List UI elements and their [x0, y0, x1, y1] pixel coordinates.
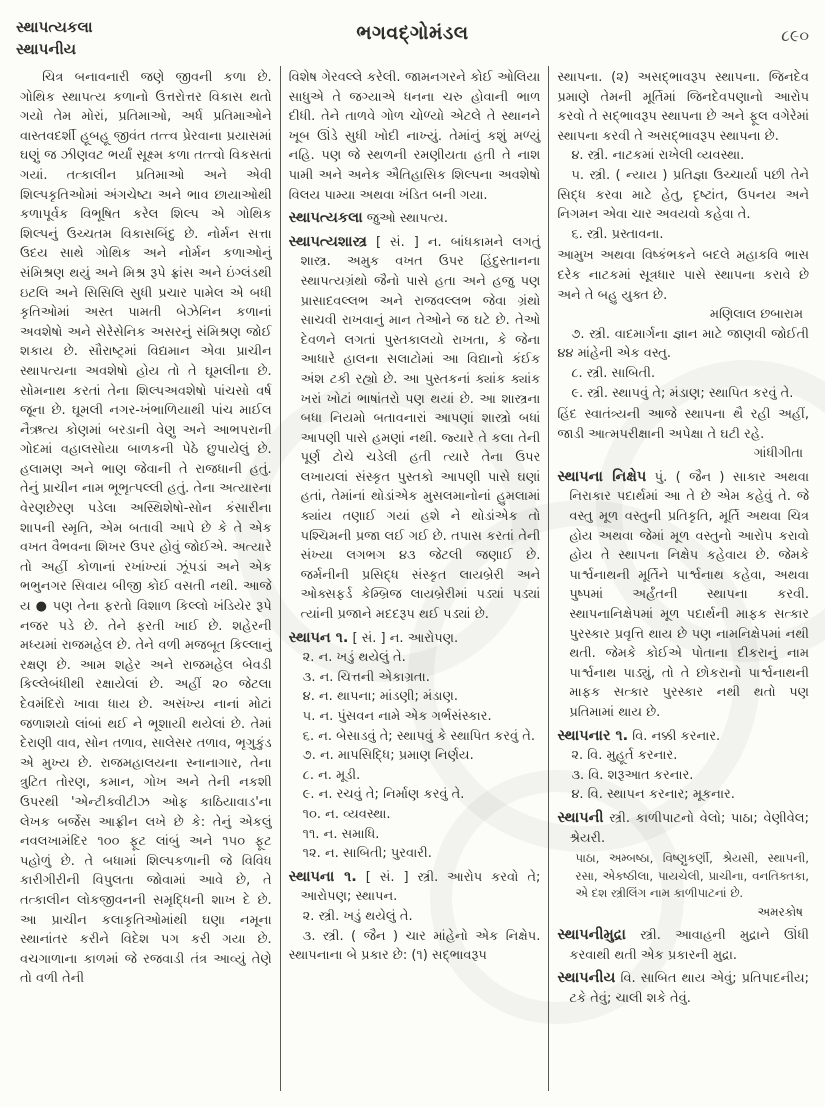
entry-headword: સ્થાપના ૧.	[288, 868, 357, 885]
entry-headword: સ્થાપના નિક્ષેપ	[557, 468, 647, 485]
entry-body: સ્ત્રી. આવાહની મુદ્રાને ઊંધી કરવાથી થતી એક પ્રકારની મુદ્રા.	[569, 928, 810, 963]
entry-body: વિ. સાબિત થાય એવું; પ્રતિપાદનીય; ટકે તેવું; ચાલી શકે તેવું.	[569, 971, 809, 1007]
runhead-first-word: સ્થાપત્યકલા	[16, 18, 93, 36]
entry-headword: સ્થાપનાર ૧.	[557, 727, 629, 744]
page-header	[0, 0, 825, 66]
column-left	[12, 66, 280, 1091]
sense-line: ૪. વિ. સ્થાપન કરનાર; મૂકનાર.	[571, 787, 735, 803]
entry-headword: સ્થાપત્યશાસ્ત્ર	[288, 233, 367, 250]
citation-author: મણિલાલ છબારામ	[709, 307, 804, 323]
middle-continuation-paragraph: વિશેષ ગેરવલ્લે કરેલી. જામનગરને કોઈ ઓલિયા સાધુએ તે જગ્યાએ ધનના ચરુ હોવાની ભાળ દીધી. તેને તાળવે ગોળ ચોળ્યો એટલે તે સ્થાનને ખૂબ ઊંડે સુધી ખોદી નાખ્યું. તેમાંનું કશું મળ્યું નહિ. પણ જે સ્થળની રમણીયતા હતી તે નાશ પામી અને અનેક ઐતિહાસિક શિલ્પના અવશેષો વિલય પામ્યા અથવા ખંડિત બની ગયા.	[288, 70, 541, 203]
sense-line: ૮. ન. મૂડી.	[302, 767, 361, 783]
citation-quote: હિંદ સ્વાતંત્ર્યની આજે સ્થાપના થૈ રહી અહીં, જાડી આત્મપરીક્ષાની અપેક્ષા તે ઘટી રહે.	[557, 407, 810, 442]
sense-line: ૧૧. ન. સમાધિ.	[302, 826, 380, 842]
citation-quote: પાઠા, અમ્બષ્ઠા, વિષ્ણુકર્ણી, શ્રેયસી, સ્થાપની, રસા, એકષ્ઠીલા, પાયચેલી, પ્રાચીના, વનતિક્તકા, એ દશ સ્ત્રીલિંગ નામ કાળીપાટનાં છે.	[575, 851, 810, 901]
sense-line: ૬. ન. બેસાડવું તે; સ્થાપવું કે સ્થાપિત કરવું તે.	[302, 728, 535, 744]
citation-quote: આમુખ અથવા વિષ્કંભકને બદલે મહાકવિ ભાસ દરેક નાટકમાં સૂત્રધાર પાસે સ્થાપના કરાવે છે અને તે બહુ યુક્ત છે.	[557, 248, 810, 303]
sense-line: ૨. સ્ત્રી. ખડું થયેલું તે.	[302, 908, 413, 924]
dictionary-entry	[557, 468, 809, 723]
sense-line: ૭. ન. માપસિદ્ધિ; પ્રમાણ નિર્ણય.	[302, 748, 474, 764]
entry-body: [ સં. ] સ્ત્રી. આરોપ કરવો તે; આરોપણ; સ્થાપન.	[300, 869, 541, 905]
sense-line: ૫. સ્ત્રી. ( ન્યાય ) પ્રતિજ્ઞા ઉચ્ચાર્યા પછી તેને સિદ્ધ કરવા માટે હેતુ, દૃષ્ટાંત, ઉપનય અને નિગમન એવા ચાર અવયવો કહેવા તે.	[557, 167, 810, 223]
left-column-paragraph: ચિત્ર બનાવનારી જણે જીવની કળા છે. ગોથિક સ્થાપત્ય કળાનો ઉત્તરોત્તર વિકાસ થતો ગયો તેમ મોરાં, પ્રતિમાઓ, અર્ધ પ્રતિમાઓને વાસ્તવદર્શી હૂબહૂ જીવંત તત્ત્વ પ્રેરવાના પ્રયાસમાં ઘણું જ ઝીણવટ ભર્યાં સૂક્ષ્મ કળા તત્ત્વો વિકસતાં ગયાં. તત્કાલીન પ્રતિમાઓ અને એવી શિલ્પકૃતિઓમાં અંગચેષ્ટા અને ભાવ છાયાઓથી કળાપૂર્વક વિભૂષિત કરેલ શિલ્પ એ ગોથિક શિલ્પનું ઉચ્ચતમ વિકાસબિંદુ છે. નોર્મન સત્તા ઉદય સાથે ગોથિક અને નોર્મન કળાઓનું સંમિશ્રણ થયું અને મિશ્ર રૂપે ફ્રાંસ અને ઇંગ્લંડથી ઇટલિ અને સિસિલિ સુધી પ્રચાર પામેલ એ બધી કૃતિઓમાં અસ્ત પામતી બેઝેનિન કળાનાં અવશેષો અને સેરેસેનિક અસરનું સંમિશ્રણ જોઈ શકાય છે. સૌરાષ્ટ્રમાં વિદ્યમાન એવા પ્રાચીન સ્થાપત્યના અવશેષો હોય તો તે ઘૂમલીના છે. સોમનાથ કરતાં તેના શિલ્પઅવશેષો પાંચસો વર્ષ જૂના છે. ઘૂમલી નગર-ખંભાળિયાથી પાંચ માઈલ નૈઋત્ય કોણમાં બરડાની વેણુ અને આભપરાની ગોદમાં વહાલસોયા બાળકની પેઠે છુપાયેલું છે. હલામણ અને ભાણ જેવાની તે રાજધાની હતું. તેનું પ્રાચીન નામ ભૂભૃત્પલ્લી હતું. તેના અત્યારના વેરણછેરણ પડેલા અસ્થિશેષો-સોન કંસારીના શાપની સ્મૃતિ, એમ બતાવી આપે છે કે તે એક વખત વૈભવના શિખર ઉપર હોવું જોઈએ. અત્યારે તો અહીં કોળાનાં રખાંખ્યાં ઝૂંપડાં અને એક ભભુનગર સિવાય બીજી કોઈ વસતી નથી. આજે ય ● પણ તેના ફરતો વિશાળ કિલ્લો ખંડિયેર રૂપે નજર પડે છે. તેને ફરતી ખાઈ છે. શહેરની મધ્યમાં રાજમહેલ છે. તેને વળી મજબૂત કિલ્લાનું રક્ષણ છે. આમ શહેર અને રાજમહેલ બેવડી કિલ્લેબંધીથી રક્ષાયેલાં છે. અહીં ૨૦ જેટલા દેવમંદિરો ખાવા ધાય છે. અસંખ્ય નાનાં મોટાં જળાશયો લાંબાં થઈ ને ભૂશાયી થયેલાં છે. તેમાં દેરાણી વાવ, સોન તળાવ, સાલેસર તળાવ, ભૃગુકુંડ એ મુખ્ય છે. રાજમહાલયના સ્નાનાગાર, તેના ત્રુટિત તોરણ, કમાન, ગોખ અને તેની નકશી ઉપરથી 'એન્ટીક્વીટીઝ ઓફ કાઠિયાવાડ'ના લેખક બર્જેસ આફ્રીન લખે છે કે: તેનું એકલું નવલખામંદિર ૧૦૦ ફૂટ લાંબું અને ૧૫૦ ફૂટ પહોળું છે. તે બધામાં શિલ્પકળાની જે વિવિધ કારીગીરીની વિપુલતા જોવામાં આવે છે, તે તત્કાલીન લોકજીવનની સમૃદ્ધિની શાખ દે છે. આ પ્રાચીન કલાકૃતિઓમાંથી ઘણા નમૂના સ્થાનાંતર કરીને વિદેશ પગ કરી ગયા છે. વચગાળાના કાળમાં જે રજવાડી તંત્ર આવ્યું તેણે તો વળી તેની	[20, 70, 272, 987]
entry-body: [ સં. ] ન. આરોપણ.	[352, 630, 459, 646]
page-number: ૮૯૦	[781, 26, 809, 45]
sense-line: ૧૨. ન. સાબિતી; પુરવારી.	[302, 846, 432, 862]
dictionary-entry	[557, 926, 809, 965]
entry-body: જુઓ સ્થાપત્ય.	[366, 211, 448, 227]
entry-headword: સ્થાપત્યકલા	[288, 210, 363, 227]
citation-author: ગાંધીગીતા	[753, 446, 804, 462]
book-title: ભગવદ્ગોમંડલ	[356, 22, 469, 44]
dictionary-entry	[289, 868, 541, 907]
right-continuation-paragraph: સ્થાપના. (૨) અસદ્ભાવરૂપ સ્થાપના. જિનદેવ પ્રમાણે તેમની મૂર્તિમાં જિનદેવપણાનો આરોપ કરવો તે સદ્ભાવરૂપ સ્થાપના છે અને ફૂલ વગેરેમાં સ્થાપના કરવી તે અસદ્ભાવરૂપ સ્થાપના છે.	[557, 70, 810, 144]
sense-line: ૯. ન. રચવું તે; નિર્માણ કરવું તે.	[302, 787, 465, 803]
dictionary-entry	[289, 233, 541, 625]
sense-line: ૪. સ્ત્રી. નાટકમાં રાખેલી વ્યવસ્થા.	[571, 148, 745, 164]
entry-body: [ સં. ] ન. બાંધકામને લગતું શાસ્ત્ર. અમુક વખત ઉપર હિંદુસ્તાનના સ્થાપત્યગ્રંથો જૈનો પાસે હતા અને હજુ પણ પ્રાસાદવલ્લભ અને રાજવલ્લભ જેવા ગ્રંથો સાચવી રાખવાનું માન તેઓને જ ઘટે છે. તેઓ દેવળને લગતાં પુસ્તકાલયો રાખતા, કે જેના આધારે હાલના સલાટોમાં આ વિદ્યાનો કંઈક અંશ ટકી રહ્યો છે. આ પુસ્તકનાં ક્યાંક ક્યાંક ખરાં ખોટાં ભાષાંતરો પણ થયાં છે. આ શાસ્ત્રના બધા નિયમો બતાવનારાં આપણાં શાસ્ત્રો બધાં આપણી પાસે હમણાં નથી. જ્યારે તે કલા તેની પૂર્ણ ટોચે ચડેલી હતી ત્યારે તેના ઉપર લખાયલાં સંસ્કૃત પુસ્તકો આપણી પાસે ઘણાં હતાં, તેમાંનાં થોડાંએક મુસલમાનોનાં હુમલામાં ક્યાંય તણાઈ ગયાં હશે ને થોડાંએક તો પશ્ચિમની પ્રજા લઈ ગઈ છે. તપાસ કરતાં તેની સંખ્યા લગભગ ૪૩ જેટલી જણાઈ છે. જર્મનીની પ્રસિદ્ધ સંસ્કૃત લાયબ્રેરી અને ઓક્સફર્ડ કેમ્બ્રિજ લાયબ્રેરીમાં પડ્યાં પડ્યાં ત્યાંની પ્રજાને મદદરૂપ થઈ પડ્યાં છે.	[300, 234, 541, 623]
dictionary-entry	[289, 629, 541, 649]
entry-headword: સ્થાપન ૧.	[288, 629, 349, 646]
sense-line: ૧૦. ન. વ્યવસ્થા.	[302, 806, 391, 822]
text-columns	[12, 66, 817, 1091]
sense-line: ૫. ન. પુંસવન નામે એક ગર્ભસંસ્કાર.	[302, 709, 492, 724]
entry-headword: સ્થાપનીમુદ્રા	[557, 927, 626, 944]
dictionary-entry	[557, 969, 809, 1008]
sense-line: ૭. સ્ત્રી. વાદમાર્ગના જ્ઞાન માટે જાણવી જોઈતી ૪૪ માંહેની એક વસ્તુ.	[557, 326, 810, 362]
column-middle	[280, 66, 549, 1091]
entry-headword: સ્થાપની	[557, 809, 604, 826]
sense-line: ૩. ન. ચિત્તની એકાગ્રતા.	[302, 669, 430, 685]
entry-body: સ્ત્રી. કાળીપાટનો વેલો; પાઠા; વેણીવેલ; શ્રેયરી.	[569, 810, 809, 846]
entry-body: વિ. નક્કી કરનાર.	[632, 728, 721, 744]
dictionary-entry	[557, 727, 809, 747]
entry-headword: સ્થાપનીય	[557, 970, 616, 987]
sense-line: ૩. સ્ત્રી. ( જૈન ) ચાર માંહેનો એક નિક્ષેપ. સ્થાપનાના બે પ્રકાર છે: (૧) સદ્ભાવરૂપ	[288, 928, 541, 964]
dictionary-entry	[289, 209, 541, 229]
runhead-last-word: સ્થાપનીય	[16, 40, 77, 58]
sense-line: ૩. વિ. શરૂઆત કરનાર.	[571, 767, 694, 783]
sense-line: ૬. સ્ત્રી. પ્રસ્તાવના.	[571, 226, 664, 242]
entry-body: પું. ( જૈન ) સાકાર અથવા નિરાકાર પદાર્થમાં આ તે છે એમ કહેવું તે. જે વસ્તુ મૂળ વસ્તુની પ્રતિકૃતિ, મૂર્તિ અથવા ચિત્ર હોય અથવા જેમાં મૂળ વસ્તુનો આરોપ કરાવો હોય તે સ્થાપના નિક્ષેપ કહેવાય છે. જેમકે પાર્શ્વનાથની મૂર્તિને પાર્શ્વનાથ કહેવા, અથવા પુષ્પમાં અર્હંતની સ્થાપના કરવી. સ્થાપનાનિક્ષેપમાં મૂળ પદાર્થની માફક સત્કાર પુરસ્કાર પ્રવૃત્તિ થાય છે પણ નામનિક્ષેપમાં નથી થતી. જેમકે કોઈએ પોતાના દીકરાનું નામ પાર્શ્વનાથ પાડ્યું, તો તે છોકરાનો પાર્શ્વનાથની માફક સત્કાર પુરસ્કાર નથી થતો પણ પ્રતિમામાં થાય છે.	[569, 469, 810, 720]
sense-line: ૮. સ્ત્રી. સાબિતી.	[571, 365, 656, 381]
dictionary-entry	[557, 809, 809, 848]
sense-line: ૨. ન. ખડું થયેલું તે.	[302, 650, 406, 666]
sense-line: ૪. ન. થાપના; માંડણી; મંડાણ.	[302, 689, 458, 705]
citation-author: અમરકોષ	[757, 904, 804, 919]
sense-line: ૯. સ્ત્રી. સ્થાપવું તે; મંડાણ; સ્થાપિત કરવું તે.	[571, 385, 794, 401]
sense-line: ૨. વિ. મુહૂર્ત કરનાર.	[571, 748, 678, 764]
column-right	[548, 66, 817, 1091]
